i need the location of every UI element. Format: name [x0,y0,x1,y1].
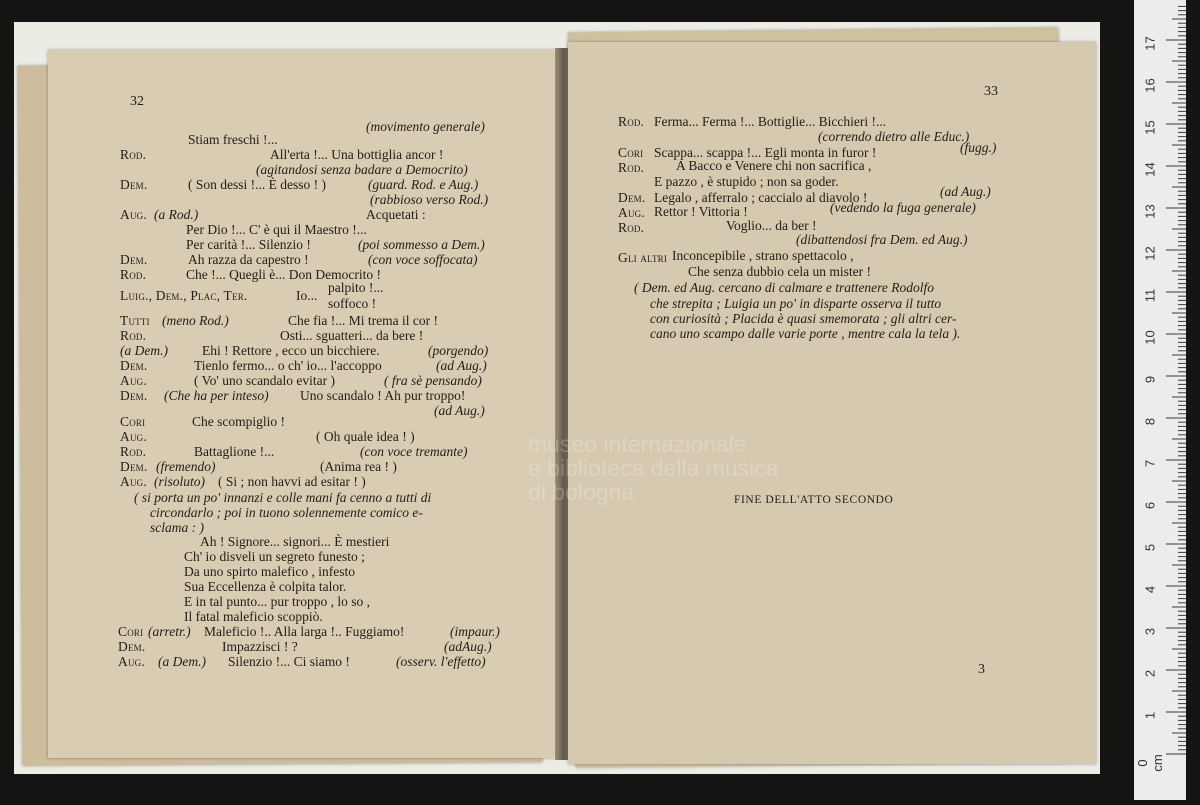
stage-direction: (dibattendosi fra Dem. ed Aug.) [796,232,968,247]
verse-line: Uno scandalo ! Ah pur troppo! [300,388,466,403]
watermark-line: museo internazionale [528,431,747,457]
verse-line: (Anima rea ! ) [320,459,397,474]
speaker-label: Tutti [120,313,150,328]
museum-watermark [528,432,779,504]
verse-line: A Bacco e Venere chi non sacrifica , [676,158,872,173]
stage-direction: (con voce tremante) [360,444,468,459]
stage-direction: (con voce soffocata) [368,252,478,267]
ruler-label: 1 [1142,711,1158,720]
stage-direction: (a Dem.) [158,654,206,669]
speaker-label: Aug. [120,429,147,444]
stage-direction: (correndo dietro alle Educ.) [818,129,970,144]
stage-direction: (rabbioso verso Rod.) [370,192,489,207]
stage-direction: ( fra sè pensando) [384,373,482,388]
stage-direction: (guard. Rod. e Aug.) [368,177,479,192]
stage-direction: (impaur.) [450,624,500,639]
speaker-label: Aug. [618,205,645,220]
speaker-label: Rod. [618,220,645,235]
stage-direction: (a Dem.) [120,343,168,358]
verse-line: Ah ! Signore... signori... È mestieri [200,534,390,549]
verse-line: Stiam freschi !... [188,132,278,147]
verse-line: palpito !... [328,280,384,295]
ruler-label: 8 [1142,417,1158,426]
stage-direction: (ad Aug.) [940,184,991,199]
stage-direction: ( si porta un po' innanzi e colle mani fa cenno a tutti di [134,490,432,505]
verse-line: Che !... Quegli è... Don Democrito ! [186,267,381,282]
watermark-line: e biblioteca della musica [528,455,779,481]
stage-direction: con curiosità ; Placida è quasi smemorata ; gli altri cer- [650,311,957,326]
ruler-label: 7 [1142,459,1158,468]
stage-direction: (adAug.) [444,639,492,654]
stage-direction: (movimento generale) [366,119,485,134]
ruler-label: 14 [1142,162,1158,177]
stage-direction: (Che ha per inteso) [164,388,269,403]
stage-direction: (fremendo) [156,459,216,474]
verse-line: soffoco ! [328,296,377,311]
verse-line: ( Son dessi !... È desso ! ) [188,177,326,192]
ruler-label: 3 [1142,627,1158,636]
verse-line: Sua Eccellenza è colpita talor. [184,579,347,594]
verse-line: Impazzisci ! ? [222,639,298,654]
verse-line: Ferma... Ferma !... Bottiglie... Bicchieri !... [654,114,887,129]
speaker-label: Rod. [120,444,147,459]
verse-line: Che scompiglio ! [192,414,285,429]
speaker-label: Cori [118,624,144,639]
verse-line: Voglio... da ber ! [726,218,817,233]
verse-line: Io... [296,288,318,303]
speaker-label: Luig., Dem., Plac, Ter. [120,288,248,303]
stage-direction: (vedendo la fuga generale) [830,200,976,215]
verse-line: Ehi ! Rettore , ecco un bicchiere. [202,343,380,358]
ruler-label: 13 [1142,204,1158,219]
stage-direction: (ad Aug.) [436,358,487,373]
verse-line: Il fatal maleficio scoppiò. [184,609,323,624]
speaker-label: Dem. [120,388,148,403]
stage-direction: cano uno scampo dalle varie porte , mentre cala la tela ). [650,326,961,341]
page-number: 33 [984,84,998,99]
verse-line: ( Oh quale idea ! ) [316,429,415,444]
stage-direction: che strepita ; Luigia un po' in disparte osserva il tutto [650,296,942,311]
speaker-label: Dem. [120,252,148,267]
verse-line: All'erta !... Una bottiglia ancor ! [270,147,444,162]
ruler-label: 12 [1142,246,1158,261]
stage-direction: ( Dem. ed Aug. cercano di calmare e trattenere Rodolfo [634,280,935,295]
stage-direction: (osserv. l'effetto) [396,654,486,669]
stage-direction: (risoluto) [154,474,206,489]
speaker-label: Aug. [120,207,147,222]
verse-line: Tienlo fermo... o ch' io... l'accoppo [194,358,382,373]
verse-line: ( Si ; non havvi ad esitar ! ) [218,474,366,489]
speaker-label: Aug. [118,654,145,669]
verse-line: Ch' io disveli un segreto funesto ; [184,549,365,564]
ruler-label: 11 [1142,288,1158,303]
speaker-label: Rod. [120,147,147,162]
verse-line: Silenzio !... Ci siamo ! [228,654,350,669]
verse-line: Osti... sguatteri... da bere ! [280,328,424,343]
speaker-label: Aug. [120,373,147,388]
verse-line: Legalo , afferralo ; caccialo al diavolo ! [654,190,868,205]
verse-line: Per carità !... Silenzio ! [186,237,311,252]
speaker-label: Dem. [120,177,148,192]
ruler-label: 9 [1142,375,1158,384]
speaker-label: Dem. [120,459,148,474]
stage-direction: circondarlo ; poi in tuono solennemente comico e- [150,505,423,520]
stage-direction: (arretr.) [148,624,191,639]
speaker-label: Rod. [120,267,147,282]
verse-line: E pazzo , è stupido ; non sa goder. [654,174,839,189]
speaker-label: Dem. [120,358,148,373]
right-page [568,42,1096,764]
verse-line: Maleficio !.. Alla larga !.. Fuggiamo! [204,624,405,639]
ruler-label: 5 [1142,543,1158,552]
stage-direction: (a Rod.) [154,207,199,222]
verse-line: Battaglione !... [194,444,275,459]
speaker-label: Gli altri [618,250,668,265]
verse-line: Rettor ! Vittoria ! [654,204,748,219]
stage-direction: (agitandosi senza badare a Democrito) [256,162,468,177]
ruler-label: 15 [1142,120,1158,135]
ruler-label: 4 [1142,585,1158,594]
ruler-label: 0 cm [1135,754,1165,772]
stage-direction: (porgendo) [428,343,489,358]
ruler-label: 2 [1142,669,1158,678]
watermark-line: di bologna [528,479,635,505]
ruler-label: 6 [1142,501,1158,510]
page-number: 32 [130,94,144,109]
speaker-label: Cori [618,145,644,160]
verse-line: Acquetati : [366,207,426,222]
verse-line: Che senza dubbio cela un mister ! [688,264,871,279]
ruler-label: 17 [1142,36,1158,51]
speaker-label: Aug. [120,474,147,489]
stage-direction: (poi sommesso a Dem.) [358,237,485,252]
speaker-label: Rod. [618,160,645,175]
verse-line: Per Dio !... C' è qui il Maestro !... [186,222,367,237]
speaker-label: Dem. [618,190,646,205]
speaker-label: Rod. [618,114,645,129]
speaker-label: Rod. [120,328,147,343]
act-end-heading: FINE DELL'ATTO SECONDO [734,494,894,506]
speaker-label: Cori [120,414,146,429]
measuring-ruler [1134,0,1186,800]
verse-line: Che fia !... Mi trema il cor ! [288,313,438,328]
verse-line: Ah razza da capestro ! [188,252,309,267]
verse-line: Da uno spirto malefico , infesto [184,564,355,579]
ruler-label: 16 [1142,78,1158,93]
left-page [48,50,558,758]
speaker-label: Dem. [118,639,146,654]
stage-direction: (fugg.) [960,140,997,155]
verse-line: ( Vo' uno scandalo evitar ) [194,373,336,388]
stage-direction: (ad Aug.) [434,403,485,418]
ruler-label: 10 [1142,330,1158,345]
verse-line: Scappa... scappa !... Egli monta in furor ! [654,145,877,160]
verse-line: E in tal punto... pur troppo , lo so , [184,594,370,609]
verse-line: Inconcepibile , strano spettacolo , [672,248,854,263]
signature-mark: 3 [978,662,985,677]
stage-direction: sclama : ) [150,520,204,535]
stage-direction: (meno Rod.) [162,313,229,328]
